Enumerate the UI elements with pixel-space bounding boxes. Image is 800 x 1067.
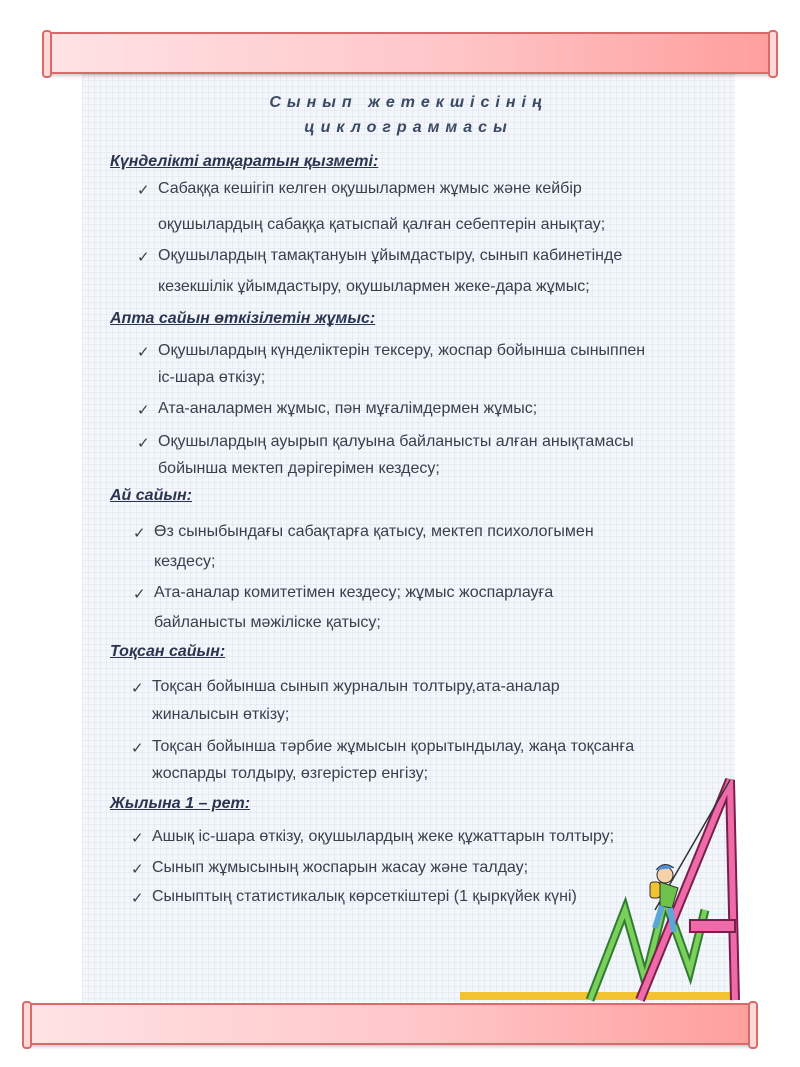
section-heading: Ай сайын:	[110, 487, 192, 504]
list-item-line: бойынша мектеп дәрігерімен кездесу;	[158, 460, 440, 477]
list-item-line: Ата-аналар комитетімен кездесу; жұмыс жоспарлауға	[154, 584, 554, 601]
scroll-banner-bottom	[24, 1003, 756, 1045]
list-item-line: Сабаққа кешігіп келген оқушылармен жұмыс және кейбір	[158, 180, 582, 197]
section-heading: Күнделікті атқаратын қызметі:	[110, 153, 379, 170]
section-heading: Тоқсан сайын:	[110, 643, 226, 660]
checkmark-icon: ✓	[131, 740, 144, 757]
list-item-line: жиналысын өткізу;	[152, 706, 290, 723]
checkmark-icon: ✓	[133, 525, 146, 542]
list-item-line: жоспарды толдыру, өзгерістер енгізу;	[152, 765, 429, 782]
list-item-line: кездесу;	[154, 553, 216, 570]
list-item-line: Ашық іс-шара өткізу, оқушылардың жеке құжаттарын толтыру;	[152, 828, 615, 845]
document-title-line2: циклограммасы	[304, 119, 513, 136]
list-item-line: Тоқсан бойынша сынып журналын толтыру,ата-аналар	[152, 678, 560, 695]
checkmark-icon: ✓	[131, 830, 144, 847]
checkmark-icon: ✓	[137, 435, 150, 452]
list-item-line: Оқушылардың күнделіктерін тексеру, жоспар бойынша сыныппен	[158, 342, 646, 359]
list-item-line: іс-шара өткізу;	[158, 369, 266, 386]
checkmark-icon: ✓	[131, 680, 144, 697]
list-item-line: Сынып жұмысының жоспарын жасау және талдау;	[152, 859, 529, 876]
list-item-line: байланысты мәжіліске қатысу;	[154, 614, 381, 631]
checkmark-icon: ✓	[137, 182, 150, 199]
list-item-line: Оқушылардың тамақтануын ұйымдастыру, сынып кабинетінде	[158, 247, 623, 264]
list-item-line: Оқушылардың ауырып қалуына байланысты алған анықтамасы	[158, 433, 634, 450]
section-heading: Апта сайын өткізілетін жұмыс:	[110, 310, 376, 327]
section-heading: Жылына 1 – рет:	[110, 795, 251, 812]
list-item-line: Сыныптың статистикалық көрсеткіштері (1 қыркүйек күні)	[152, 888, 577, 905]
checkmark-icon: ✓	[137, 344, 150, 361]
checkmark-icon: ✓	[131, 890, 144, 907]
list-item-line: кезекшілік ұйымдастыру, оқушылармен жеке-дара жұмыс;	[158, 278, 590, 295]
scroll-banner-top	[44, 32, 776, 74]
document-title-line1: Сынып жетекшісінің	[269, 94, 548, 111]
list-item-line: Өз сыныбындағы сабақтарға қатысу, мектеп психологымен	[154, 523, 594, 540]
checkmark-icon: ✓	[137, 402, 150, 419]
checkmark-icon: ✓	[137, 249, 150, 266]
checkmark-icon: ✓	[133, 586, 146, 603]
list-item-line: оқушылардың сабаққа қатыспай қалған себептерін анықтау;	[158, 216, 606, 233]
list-item-line: Ата-аналармен жұмыс, пән мұғалімдермен жұмыс;	[158, 400, 538, 417]
checkmark-icon: ✓	[131, 861, 144, 878]
climber-illustration	[450, 760, 740, 1005]
list-item-line: Тоқсан бойынша тәрбие жұмысын қорытындылау, жаңа тоқсанға	[152, 738, 635, 755]
